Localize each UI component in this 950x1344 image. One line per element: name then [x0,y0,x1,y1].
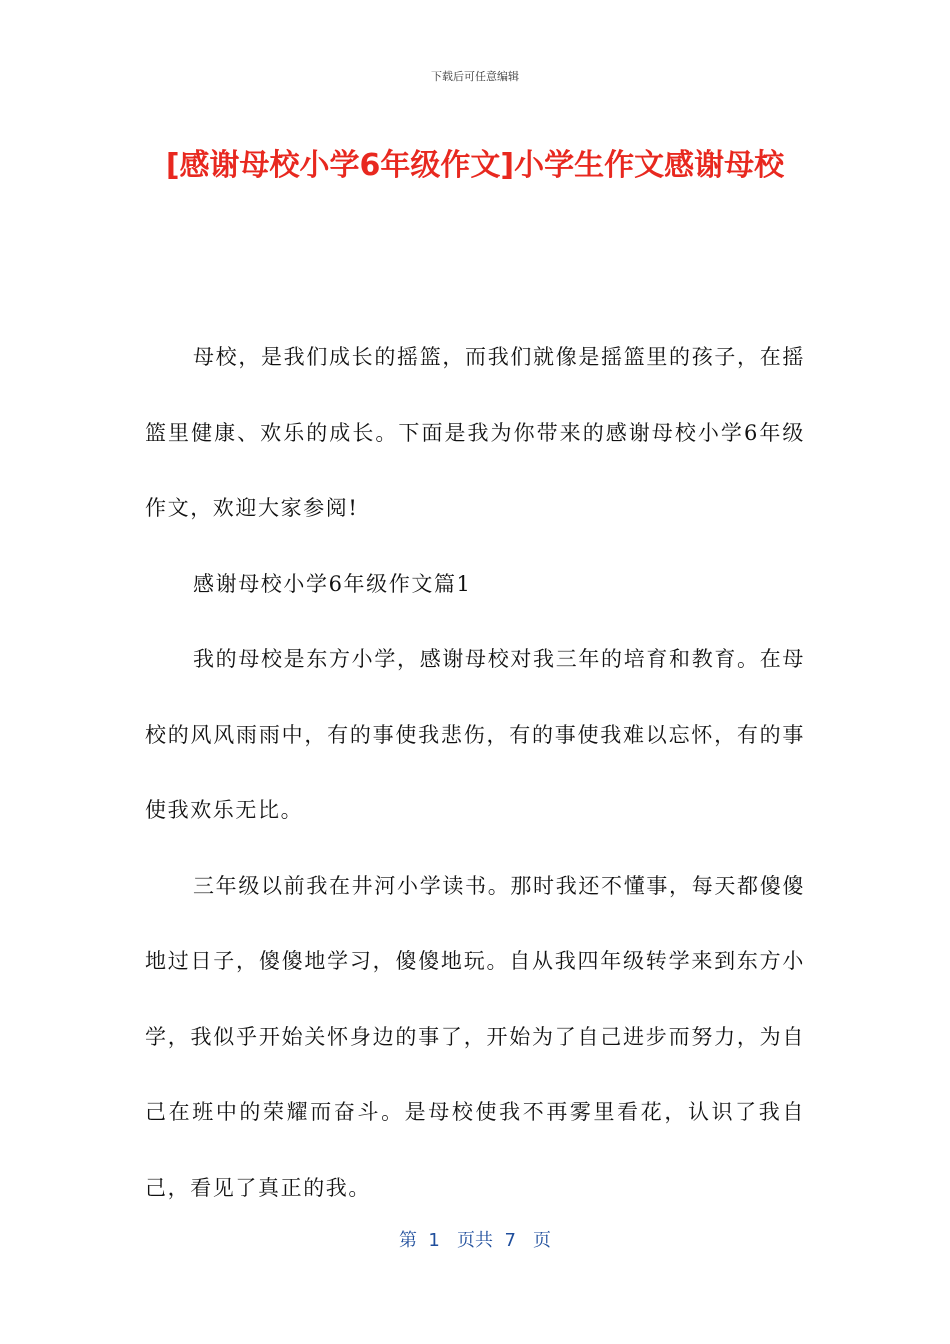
document-body [145,320,805,1226]
page-footer: 第 1 页共 7 页 [398,1230,552,1251]
paragraph-history: 三年级以前我在井河小学读书。那时我还不懂事，每天都傻傻地过日子，傻傻地学习，傻傻地玩。自从我四年级转学来到东方小学，我似乎开始关怀身边的事了，开始为了自己进步而努力，为自己在班中的荣耀而奋斗。是母校使我不再雾里看花，认识了我自己，看见了真正的我。 [145,873,805,1200]
paragraph-section-heading: 感谢母校小学6年级作文篇1 [193,571,472,596]
paragraph-intro: 母校，是我们成长的摇篮，而我们就像是摇篮里的孩子，在摇篮里健康、欢乐的成长。下面是我为你带来的感谢母校小学6年级作文，欢迎大家参阅! [145,345,805,520]
header-note: 下载后可任意编辑 [431,70,519,83]
document-title: [感谢母校小学6年级作文]小学生作文感谢母校 [165,148,785,183]
paragraph-school: 我的母校是东方小学，感谢母校对我三年的培育和教育。在母校的风风雨雨中，有的事使我悲伤，有的事使我难以忘怀，有的事使我欢乐无比。 [145,647,805,822]
